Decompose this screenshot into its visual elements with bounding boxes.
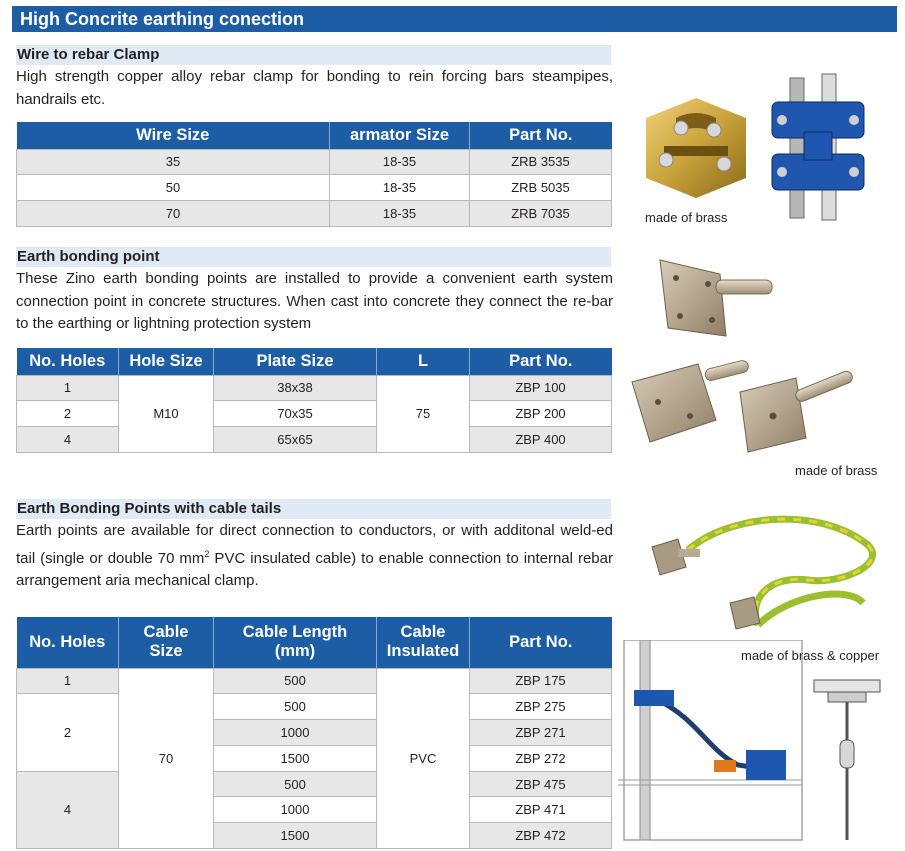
section-heading-cable-tails: Earth Bonding Points with cable tails bbox=[16, 499, 611, 519]
column-header bbox=[214, 617, 377, 668]
table-cell: 1500 bbox=[214, 823, 377, 849]
description-text: Earth points are available for direct connection to conductors, or with additonal weld-ed tail (single or double 70 mm bbox=[16, 522, 613, 567]
table-cell: 500 bbox=[214, 771, 377, 797]
table-cell: ZRB 5035 bbox=[470, 175, 612, 201]
table-cell: 500 bbox=[214, 668, 377, 694]
caption-brass-clamp: made of brass bbox=[645, 210, 728, 225]
brass-clamp-photo bbox=[636, 88, 756, 200]
superscript: 2 bbox=[204, 548, 210, 559]
table-cell: 18-35 bbox=[330, 175, 470, 201]
column-header bbox=[119, 617, 214, 668]
page-title: High Concrite earthing conection bbox=[12, 6, 897, 32]
table-cell: 2 bbox=[17, 694, 119, 771]
column-header: Plate Size bbox=[214, 348, 377, 375]
table-row bbox=[17, 771, 612, 797]
table-row bbox=[17, 375, 612, 401]
table-cell: 1 bbox=[17, 375, 119, 401]
rebar-clamp-table bbox=[16, 122, 612, 227]
table-row bbox=[17, 668, 612, 694]
table-cell: 18-35 bbox=[330, 149, 470, 175]
table-cell: 4 bbox=[17, 427, 119, 453]
table-cell: ZBP 200 bbox=[470, 401, 612, 427]
column-header-text: Cable bbox=[143, 623, 189, 642]
table-cell: ZRB 7035 bbox=[470, 201, 612, 227]
table-cell: ZBP 272 bbox=[470, 745, 612, 771]
column-header: armator Size bbox=[330, 122, 470, 149]
table-cell: 4 bbox=[17, 771, 119, 848]
cable-tails-table bbox=[16, 617, 612, 849]
column-header: No. Holes bbox=[17, 348, 119, 375]
installation-diagram bbox=[618, 640, 903, 845]
description-text: PVC insulated cable) to enable connection to internal rebar arrangement aria mechanical clamp. bbox=[16, 549, 613, 589]
table-cell: 50 bbox=[17, 175, 330, 201]
caption-cable-tail: made of brass & copper bbox=[741, 648, 880, 663]
caption-bonding-point: made of brass bbox=[795, 463, 878, 478]
section-description-bonding-point: These Zino earth bonding points are installed to provide a convenient earth system connection point in concrete structures. When cast into concrete they connect the re-bar to the earthing or lightning protection system bbox=[16, 270, 613, 332]
table-row bbox=[17, 427, 612, 453]
table-row bbox=[17, 175, 612, 201]
table-row bbox=[17, 201, 612, 227]
bonding-point-photo bbox=[628, 252, 898, 462]
section-heading-rebar-clamp: Wire to rebar Clamp bbox=[16, 45, 611, 65]
table-cell: 1000 bbox=[214, 720, 377, 746]
table-cell: 70x35 bbox=[214, 401, 377, 427]
table-cell: 1500 bbox=[214, 745, 377, 771]
section-heading-bonding-point: Earth bonding point bbox=[16, 247, 611, 267]
column-header bbox=[470, 617, 612, 668]
blue-clamp-drawing bbox=[762, 72, 874, 224]
table-cell: 18-35 bbox=[330, 201, 470, 227]
column-header-text: Part No. bbox=[509, 632, 573, 651]
table-cell: 500 bbox=[214, 694, 377, 720]
section-description-cable-tails bbox=[16, 520, 613, 593]
column-header-text: Cable bbox=[400, 623, 446, 642]
section-description-rebar-clamp: High strength copper alloy rebar clamp for bonding to rein forcing bars steampipes, handrails etc. bbox=[16, 68, 613, 108]
table-cell: ZRB 3535 bbox=[470, 149, 612, 175]
table-row bbox=[17, 149, 612, 175]
table-cell: 35 bbox=[17, 149, 330, 175]
column-header-text: (mm) bbox=[274, 642, 316, 661]
table-cell: 1 bbox=[17, 668, 119, 694]
column-header-text: Cable Length bbox=[242, 623, 348, 642]
table-cell: 70 bbox=[17, 201, 330, 227]
column-header: Part No. bbox=[470, 348, 612, 375]
table-row bbox=[17, 694, 612, 720]
column-header: Part No. bbox=[470, 122, 612, 149]
table-cell: M10 bbox=[119, 375, 214, 452]
table-cell: PVC bbox=[377, 668, 470, 849]
table-cell: 1000 bbox=[214, 797, 377, 823]
column-header: L bbox=[377, 348, 470, 375]
table-cell: ZBP 271 bbox=[470, 720, 612, 746]
table-cell: 70 bbox=[119, 668, 214, 849]
table-cell: ZBP 275 bbox=[470, 694, 612, 720]
column-header bbox=[17, 617, 119, 668]
table-cell: 2 bbox=[17, 401, 119, 427]
table-cell: ZBP 475 bbox=[470, 771, 612, 797]
bonding-point-table bbox=[16, 348, 612, 453]
cable-tail-photo bbox=[648, 505, 888, 640]
table-row bbox=[17, 401, 612, 427]
table-cell: 75 bbox=[377, 375, 470, 452]
table-cell: ZBP 400 bbox=[470, 427, 612, 453]
table-cell: ZBP 100 bbox=[470, 375, 612, 401]
column-header-text: Size bbox=[149, 642, 183, 661]
column-header-text: Insulated bbox=[386, 642, 460, 661]
column-header bbox=[377, 617, 470, 668]
column-header: Hole Size bbox=[119, 348, 214, 375]
column-header-text: No. Holes bbox=[29, 632, 106, 651]
table-cell: ZBP 471 bbox=[470, 797, 612, 823]
table-cell: 38x38 bbox=[214, 375, 377, 401]
table-cell: 65x65 bbox=[214, 427, 377, 453]
table-cell: ZBP 472 bbox=[470, 823, 612, 849]
column-header: Wire Size bbox=[17, 122, 330, 149]
table-cell: ZBP 175 bbox=[470, 668, 612, 694]
